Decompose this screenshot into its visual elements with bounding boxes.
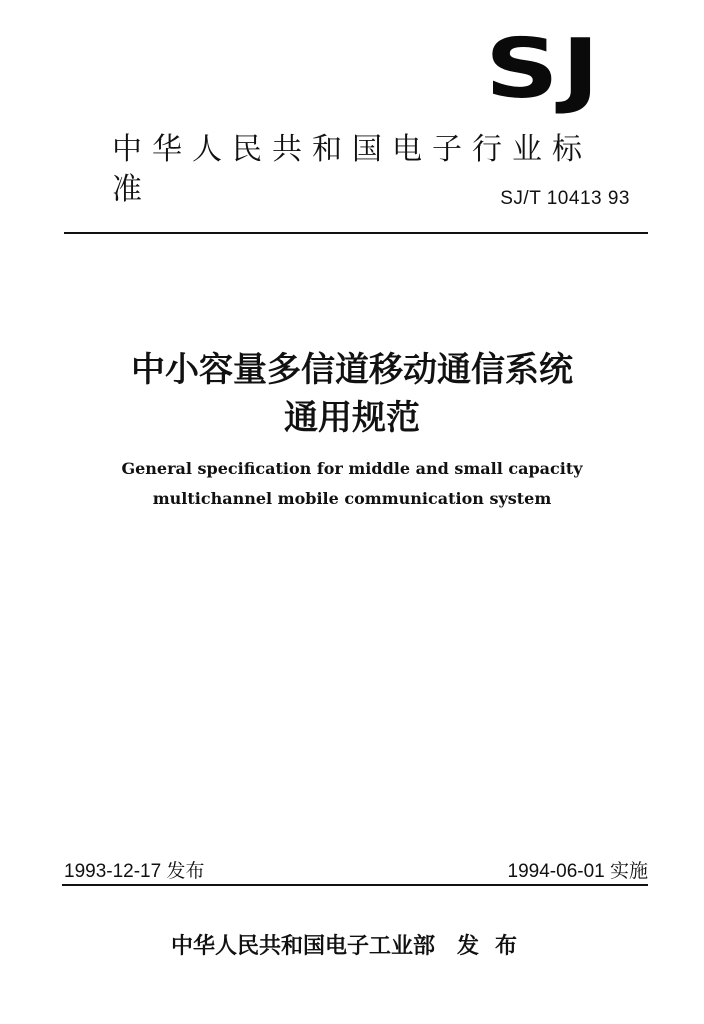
issuer-name: 中华人民共和国电子工业部: [170, 934, 435, 959]
bottom-divider: [62, 884, 648, 886]
implementation-date: 1994-06-01 实施: [507, 861, 648, 882]
document-title-cn-line2: 通用规范: [284, 398, 420, 438]
sj-logo: SJ: [485, 22, 602, 117]
industry-standard-title: 中华人民共和国电子行业标准: [112, 132, 592, 207]
issuer-action: 发布: [457, 934, 534, 959]
document-title-en-line1: General specification for middle and small capacity: [121, 459, 583, 478]
document-title-cn-line1: 中小容量多信道移动通信系统: [131, 350, 573, 390]
document-title-en-line2: multichannel mobile communication system: [152, 489, 552, 508]
issuer-line: [0, 932, 704, 962]
standard-code: SJ/T 10413 93: [500, 188, 630, 209]
top-divider: [64, 232, 648, 234]
issue-date: 1993-12-17 发布: [64, 861, 205, 882]
